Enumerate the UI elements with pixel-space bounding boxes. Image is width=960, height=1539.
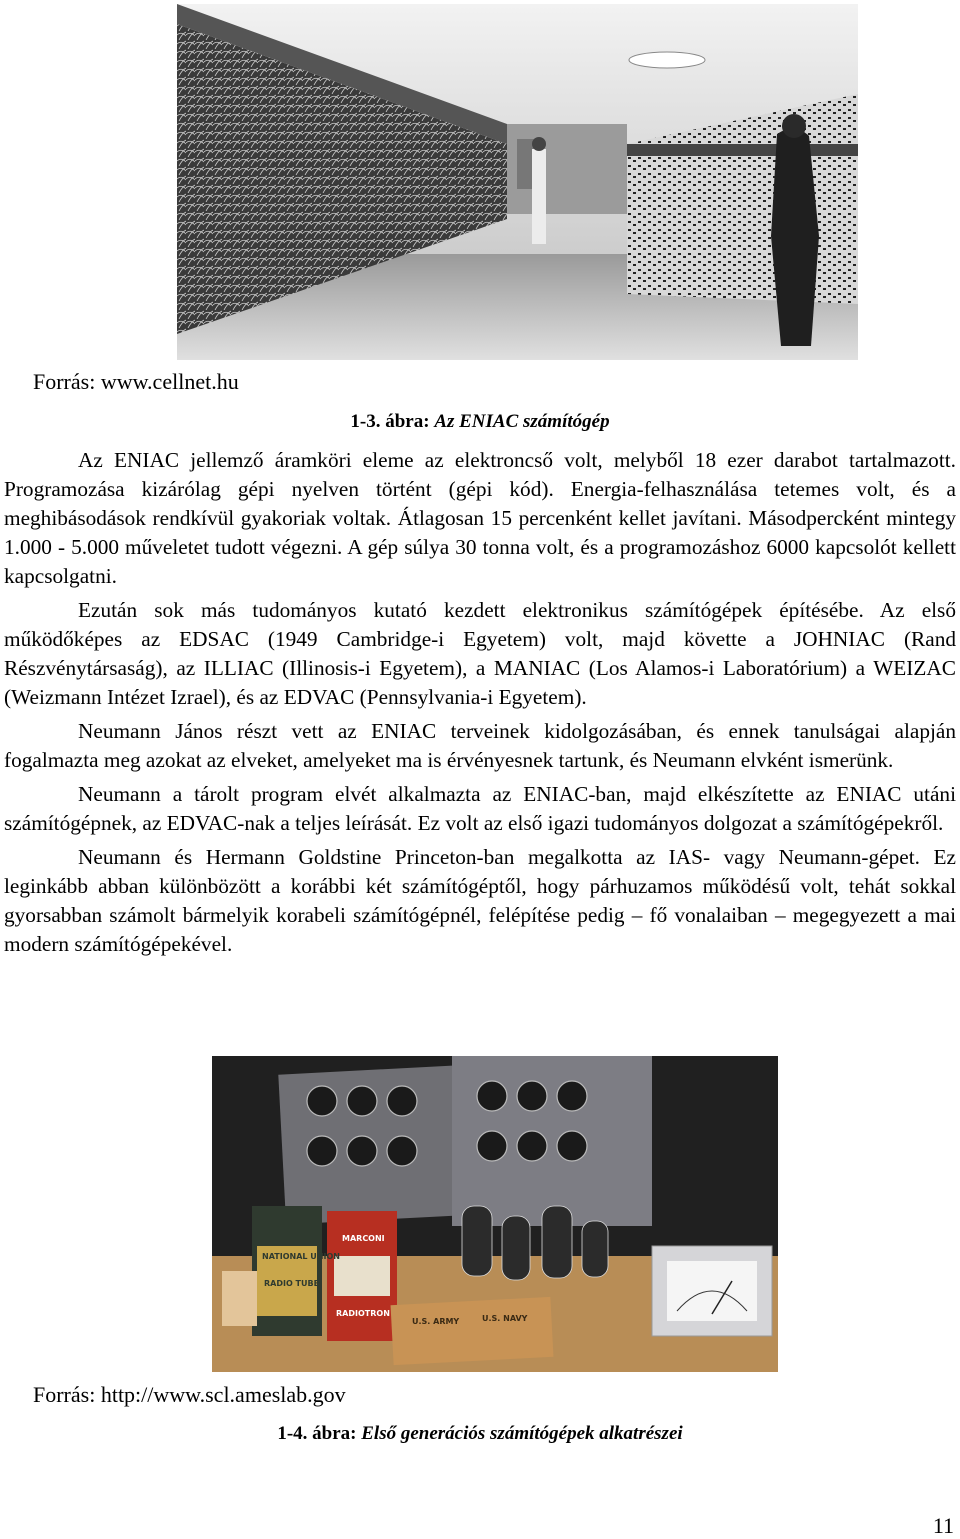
figure1-caption-title: Az ENIAC számítógép bbox=[434, 411, 610, 432]
figure2-caption-number: 1-4. ábra: bbox=[277, 1423, 357, 1444]
paragraph: Neumann János részt vett az ENIAC terveinek kidolgozásában, és ennek tanulságai alapján fogalmazta meg azokat az elveket, amelyeket ma is érvényesnek tartunk, és Neumann elvként ismerünk. bbox=[4, 719, 956, 772]
box-label: RADIOTRON bbox=[336, 1309, 390, 1318]
figure2-source: Forrás: http://www.scl.ameslab.gov bbox=[33, 1382, 346, 1407]
box-label: RADIO TUBE bbox=[264, 1279, 320, 1288]
box-label: U.S. NAVY bbox=[482, 1314, 528, 1323]
figure1-source: Forrás: www.cellnet.hu bbox=[33, 369, 239, 394]
figure2-caption-title: Első generációs számítógépek alkatrészei bbox=[361, 1423, 683, 1444]
figure1-caption-number: 1-3. ábra: bbox=[350, 411, 430, 432]
computer-parts-illustration bbox=[212, 1056, 778, 1372]
paragraph: Neumann a tárolt program elvét alkalmazta az ENIAC-ban, majd elkészítette az ENIAC utáni számítógépnek, az EDVAC-nak a teljes leírását. Ez volt az első igazi tudományos dolgozat a számítógépekről. bbox=[4, 782, 956, 835]
box-label: MARCONI bbox=[342, 1234, 385, 1243]
figure2-caption bbox=[0, 1422, 960, 1446]
paragraph: Ezután sok más tudományos kutató kezdett elektronikus számítógépek építésébe. Az első működőképes az EDSAC (1949 Cambridge-i Egyetem) volt, majd követte a JOHNIAC (Rand Részvénytársaság), az ILLIAC (Illinosis-i Egyetem), a MANIAC (Los Alamos-i Laboratórium) a WEIZAC (Weizmann Intézet Izrael), és az EDVAC (Pennsylvania-i Egyetem). bbox=[4, 598, 956, 709]
eniac-photo-illustration bbox=[177, 4, 858, 360]
body-text bbox=[4, 446, 956, 964]
eniac-photo bbox=[177, 4, 858, 360]
box-label: U.S. ARMY bbox=[412, 1317, 460, 1326]
paragraph: Neumann és Hermann Goldstine Princeton-ban megalkotta az IAS- vagy Neumann-gépet. Ez leginkább abban különbözött a korábbi két számítógéptől, hogy párhuzamos működésű volt, tehát sokkal gyorsabban számolt bármelyik korabeli számítógépnél, felépítése pedig – fő vonalaiban – megegyezett a mai modern számítógépekével. bbox=[4, 845, 956, 956]
box-label: NATIONAL UNION bbox=[262, 1252, 340, 1261]
computer-parts-photo bbox=[212, 1056, 778, 1372]
paragraph: Az ENIAC jellemző áramköri eleme az elektroncső volt, melyből 18 ezer darabot tartalmazott. Programozása kizárólag gépi nyelven történt (gépi kód). Energia-felhasználása tetemes volt, és a meghibásodások rendkívül gyakoriak voltak. Átlagosan 15 percenként kellet javítani. Másodpercként mintegy 1.000 - 5.000 műveletet tudott végezni. A gép súlya 30 tonna volt, és a programozáshoz 6000 kapcsolót kellett kapcsolgatni. bbox=[4, 448, 956, 588]
page-number: 11 bbox=[932, 1513, 954, 1538]
figure1-caption bbox=[0, 410, 960, 434]
